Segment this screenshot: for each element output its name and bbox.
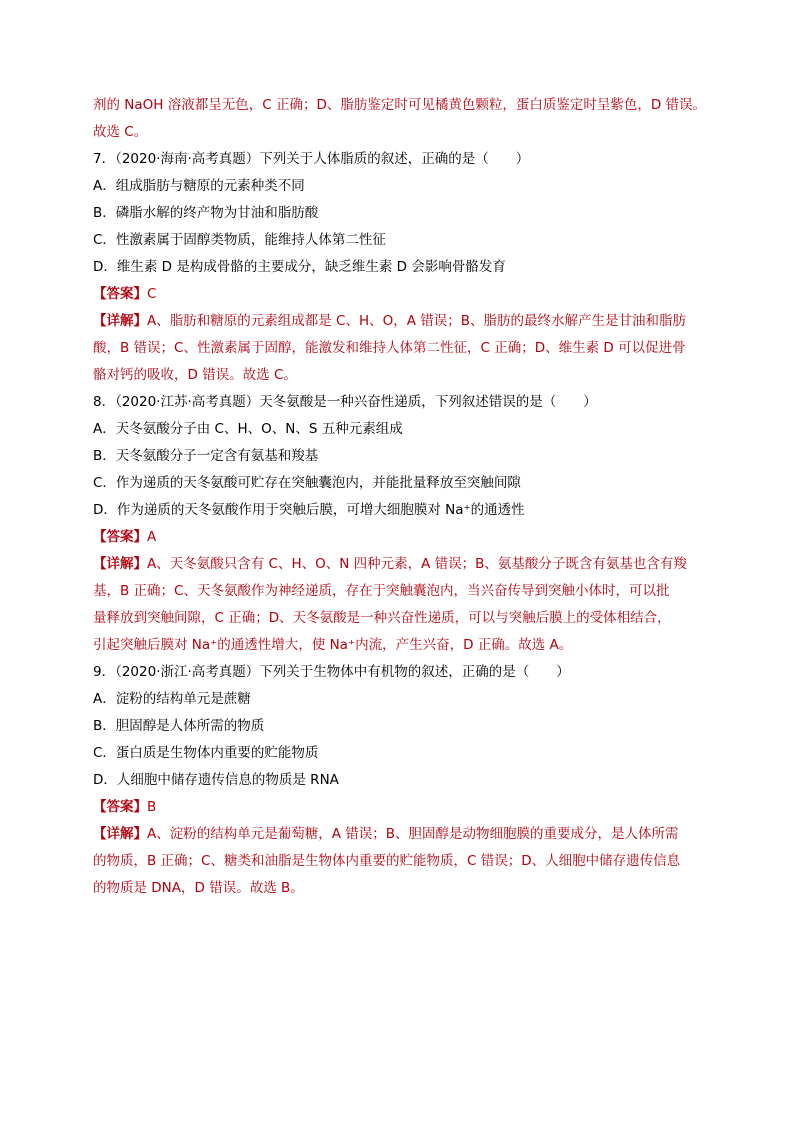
answer-value: A bbox=[147, 529, 157, 545]
detail-line: 基，B 正确；C、天冬氨酸作为神经递质，存在于突触囊泡内，当兴奋传导到突触小体时，可以批 bbox=[93, 583, 670, 599]
explanation-line: 故选 C。 bbox=[93, 124, 148, 140]
question-stem: 9．（2020·浙江·高考真题）下列关于生物体中有机物的叙述，正确的是（ ） bbox=[93, 664, 570, 680]
detail-line bbox=[93, 551, 707, 578]
question-7 bbox=[93, 146, 707, 389]
option-b: B．天冬氨酸分子一定含有氨基和羧基 bbox=[93, 448, 319, 464]
answer-label: 【答案】 bbox=[93, 286, 147, 302]
option-c: C．性激素属于固醇类物质，能维持人体第二性征 bbox=[93, 232, 386, 248]
answer-line bbox=[93, 794, 707, 821]
detail-line: 量释放到突触间隙，C 正确；D、天冬氨酸是一种兴奋性递质，可以与突触后膜上的受体相结合， bbox=[93, 610, 671, 626]
answer-line bbox=[93, 524, 707, 551]
option-a: A．天冬氨酸分子由 C、H、O、N、S 五种元素组成 bbox=[93, 421, 403, 437]
carryover-explanation bbox=[93, 92, 707, 146]
answer-line bbox=[93, 281, 707, 308]
question-stem: 7．（2020·海南·高考真题）下列关于人体脂质的叙述，正确的是（ ） bbox=[93, 151, 530, 167]
detail-line bbox=[93, 308, 707, 335]
explanation-line: 剂的 NaOH 溶液都呈无色，C 正确；D、脂肪鉴定时可见橘黄色颗粒，蛋白质鉴定时呈紫色，D 错误。 bbox=[93, 97, 707, 113]
detail-text: A、天冬氨酸只含有 C、H、O、N 四种元素，A 错误；B、氨基酸分子既含有氨基也含有羧 bbox=[147, 556, 687, 572]
option-b: B．胆固醇是人体所需的物质 bbox=[93, 718, 265, 734]
detail-text: A、淀粉的结构单元是葡萄糖，A 错误；B、胆固醇是动物细胞膜的重要成分，是人体所需 bbox=[147, 826, 679, 842]
detail-label: 【详解】 bbox=[93, 313, 147, 329]
question-9 bbox=[93, 659, 707, 902]
option-c: C．蛋白质是生物体内重要的贮能物质 bbox=[93, 745, 319, 761]
option-d: D．作为递质的天冬氨酸作用于突触后膜，可增大细胞膜对 Na⁺的通透性 bbox=[93, 502, 525, 518]
option-a: A．淀粉的结构单元是蔗糖 bbox=[93, 691, 251, 707]
question-stem: 8．（2020·江苏·高考真题）天冬氨酸是一种兴奋性递质，下列叙述错误的是（ ） bbox=[93, 394, 597, 410]
detail-label: 【详解】 bbox=[93, 826, 147, 842]
option-c: C．作为递质的天冬氨酸可贮存在突触囊泡内，并能批量释放至突触间隙 bbox=[93, 475, 521, 491]
answer-value: C bbox=[147, 286, 157, 302]
question-8 bbox=[93, 389, 707, 659]
detail-line: 引起突触后膜对 Na⁺的通透性增大，使 Na⁺内流，产生兴奋，D 正确。故选 A。 bbox=[93, 637, 573, 653]
option-d: D．维生素 D 是构成骨骼的主要成分，缺乏维生素 D 会影响骨骼发育 bbox=[93, 259, 506, 275]
detail-line bbox=[93, 821, 707, 848]
option-d: D．人细胞中储存遗传信息的物质是 RNA bbox=[93, 772, 339, 788]
answer-label: 【答案】 bbox=[93, 799, 147, 815]
option-b: B．磷脂水解的终产物为甘油和脂肪酸 bbox=[93, 205, 319, 221]
detail-line: 的物质，B 正确；C、糖类和油脂是生物体内重要的贮能物质，C 错误；D、人细胞中储存遗传信息 bbox=[93, 853, 681, 869]
answer-value: B bbox=[147, 799, 157, 815]
detail-line: 的物质是 DNA，D 错误。故选 B。 bbox=[93, 880, 304, 896]
answer-label: 【答案】 bbox=[93, 529, 147, 545]
detail-line: 骼对钙的吸收，D 错误。故选 C。 bbox=[93, 367, 297, 383]
detail-line: 酸，B 错误；C、性激素属于固醇，能激发和维持人体第二性征，C 正确；D、维生素 D 可以促进骨 bbox=[93, 340, 686, 356]
detail-label: 【详解】 bbox=[93, 556, 147, 572]
option-a: A．组成脂肪与糖原的元素种类不同 bbox=[93, 178, 305, 194]
page-content bbox=[93, 92, 707, 902]
detail-text: A、脂肪和糖原的元素组成都是 C、H、O，A 错误；B、脂肪的最终水解产生是甘油和脂肪 bbox=[147, 313, 687, 329]
